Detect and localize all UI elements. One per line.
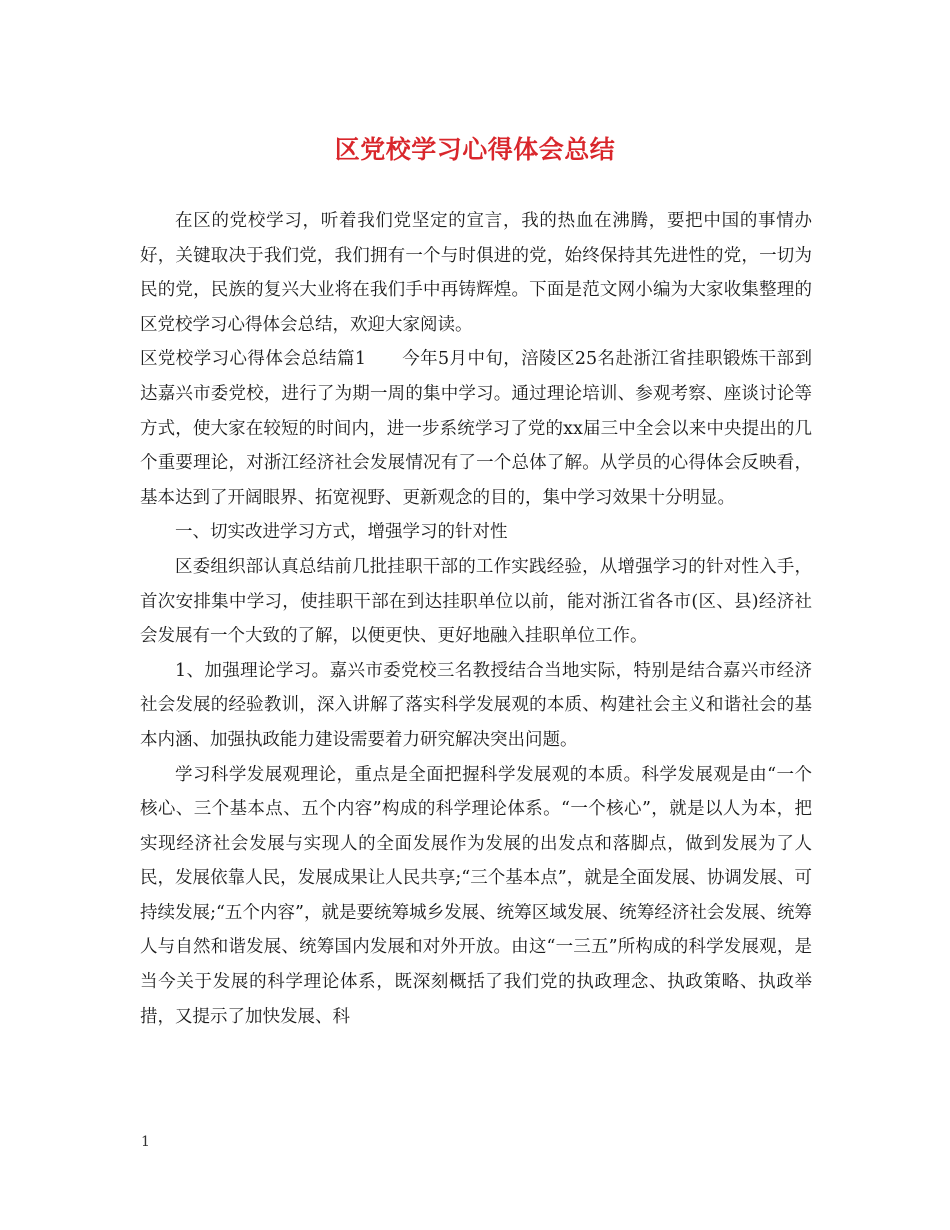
paragraph-theory-study: 1、加强理论学习。嘉兴市委党校三名教授结合当地实际，特别是结合嘉兴市经济社会发展的经验教训，深入讲解了落实科学发展观的本质、构建社会主义和谐社会的基本内涵、加强执政能力建设需要着力研究解决突出问题。 bbox=[140, 660, 812, 750]
heading-section-one: 一、切实改进学习方式，增强学习的针对性 bbox=[175, 522, 508, 543]
paragraph-scientific-development: 学习科学发展观理论，重点是全面把握科学发展观的本质。科学发展观是由“一个核心、三个基本点、五个内容”构成的科学理论体系。“一个核心”，就是以人为本，把实现经济社会发展与实现人的全面发展作为发展的出发点和落脚点，做到发展为了人民，发展依靠人民，发展成果让人民共享;“三个基本点”，就是全面发展、协调发展、可持续发展;“五个内容”，就是要统筹城乡发展、统筹区域发展、统筹经济社会发展、统筹人与自然和谐发展、统筹国内发展和对外开放。由这“一三五”所构成的科学发展观，是当今关于发展的科学理论体系，既深刻概括了我们党的执政理念、执政策略、执政举措，又提示了加快发展、科 bbox=[140, 764, 812, 1027]
document-body bbox=[140, 204, 812, 1034]
paragraph-section-1: 区党校学习心得体会总结篇1 今年5月中旬，涪陵区25名赴浙江省挂职锻炼干部到达嘉兴市委党校，进行了为期一周的集中学习。通过理论培训、参观考察、座谈讨论等方式，使大家在较短的时间内，进一步系统学习了党的xx届三中全会以来中央提出的几个重要理论，对浙江经济社会发展情况有了一个总体了解。从学员的心得体会反映看，基本达到了开阔眼界、拓宽视野、更新观念的目的，集中学习效果十分明显。 bbox=[140, 349, 812, 508]
paragraph-intro: 在区的党校学习，听着我们党坚定的宣言，我的热血在沸腾，要把中国的事情办好，关键取决于我们党，我们拥有一个与时俱进的党，始终保持其先进性的党，一切为民的党，民族的复兴大业将在我们手中再铸辉煌。下面是范文网小编为大家收集整理的区党校学习心得体会总结，欢迎大家阅读。 bbox=[140, 211, 812, 335]
paragraph-organization: 区委组织部认真总结前几批挂职干部的工作实践经验，从增强学习的针对性入手，首次安排集中学习，使挂职干部在到达挂职单位以前，能对浙江省各市(区、县)经济社会发展有一个大致的了解，以便更快、更好地融入挂职单位工作。 bbox=[140, 556, 812, 647]
page-number: 1 bbox=[141, 1134, 150, 1150]
document-title: 区党校学习心得体会总结 bbox=[334, 135, 616, 164]
